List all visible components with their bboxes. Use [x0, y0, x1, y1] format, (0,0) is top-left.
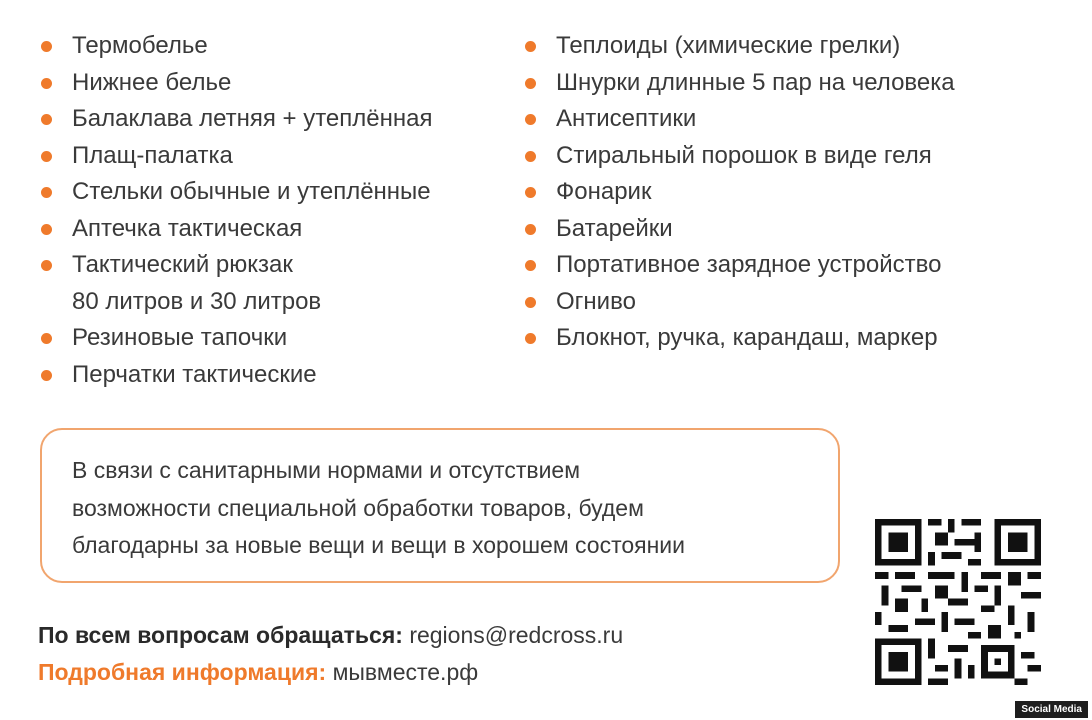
list-item: Нижнее белье [38, 65, 508, 102]
contact-email-link[interactable]: regions@redcross.ru [409, 622, 624, 648]
bullet-icon [525, 187, 536, 198]
contact-info-label: Подробная информация: [38, 659, 327, 685]
list-item: Огниво [522, 284, 1042, 321]
bullet-icon [525, 78, 536, 89]
bullet-icon [525, 297, 536, 308]
bullet-icon [41, 187, 52, 198]
qr-code-icon[interactable] [875, 519, 1041, 685]
bullet-icon [525, 224, 536, 235]
list-item: Портативное зарядное устройство [522, 247, 1042, 284]
contact-website-link[interactable]: мывместе.рф [332, 659, 479, 685]
social-media-badge: Social Media [1015, 701, 1088, 718]
list-item: Антисептики [522, 101, 1042, 138]
list-item: Термобелье [38, 28, 508, 65]
list-item: Фонарик [522, 174, 1042, 211]
list-item: Стельки обычные и утеплённые [38, 174, 508, 211]
bullet-icon [525, 41, 536, 52]
list-item: Батарейки [522, 211, 1042, 248]
list-item: Балаклава летняя + утеплённая [38, 101, 508, 138]
bullet-icon [41, 370, 52, 381]
list-item: Аптечка тактическая [38, 211, 508, 248]
bullet-icon [41, 78, 52, 89]
notice-line: благодарны за новые вещи и вещи в хорошем состоянии [72, 532, 686, 558]
left-item-list [38, 28, 508, 393]
list-item: Тактический рюкзак [38, 247, 508, 284]
bullet-icon [41, 333, 52, 344]
bullet-icon [41, 151, 52, 162]
list-item: Резиновые тапочки [38, 320, 508, 357]
list-item: Шнурки длинные 5 пар на человека [522, 65, 1042, 102]
list-item: Стиральный порошок в виде геля [522, 138, 1042, 175]
bullet-icon [41, 114, 52, 125]
list-item: Перчатки тактические [38, 357, 508, 394]
bullet-icon [41, 224, 52, 235]
list-item: Теплоиды (химические грелки) [522, 28, 1042, 65]
bullet-icon [41, 260, 52, 271]
bullet-icon [41, 41, 52, 52]
contact-questions-label: По всем вопросам обращаться: [38, 622, 403, 648]
bullet-icon [525, 151, 536, 162]
list-item: Блокнот, ручка, карандаш, маркер [522, 320, 1042, 357]
notice-box [40, 428, 840, 583]
notice-line: возможности специальной обработки товаров, будем [72, 494, 644, 521]
list-item: Плащ-палатка [38, 138, 508, 175]
bullet-icon [525, 114, 536, 125]
contact-info [38, 659, 478, 686]
contact-questions [38, 622, 623, 649]
bullet-icon [525, 260, 536, 271]
bullet-icon [525, 333, 536, 344]
list-item-continuation: 80 литров и 30 литров [72, 287, 322, 315]
notice-line: В связи с санитарными нормами и отсутствием [72, 457, 581, 483]
right-item-list [522, 28, 1042, 357]
